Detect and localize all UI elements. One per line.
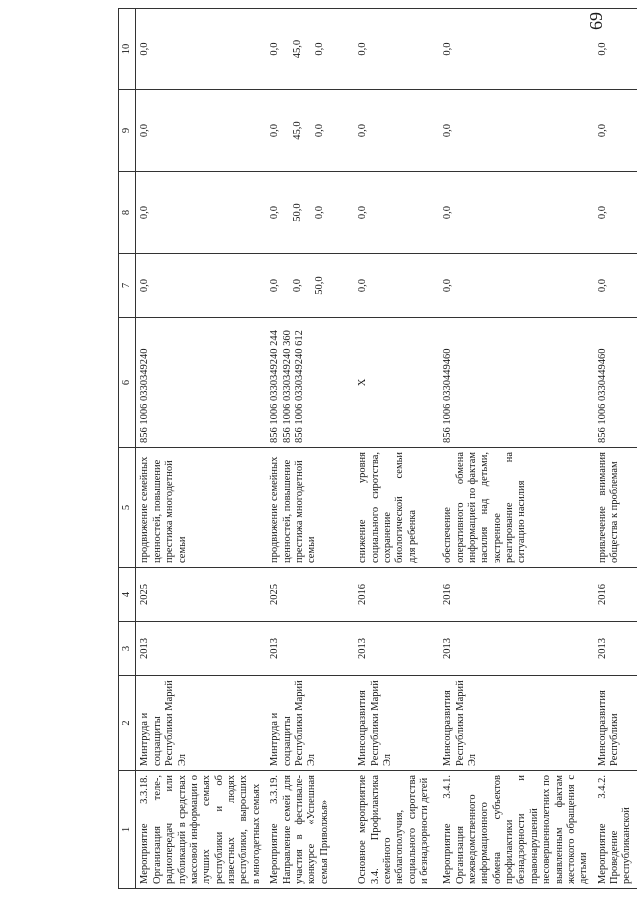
activity-name: Основное мероприятие 3.4. Профилактика семейного неблагополучия, социального сиротства и безнадзорности детей	[354, 771, 439, 889]
column-header: 3	[119, 622, 136, 676]
amount-col10	[354, 9, 439, 90]
amount-value: 0,0	[596, 278, 608, 293]
amount-value: 0,0	[291, 278, 303, 293]
amount-value: 0,0	[442, 123, 454, 138]
budget-code	[594, 318, 637, 448]
budget-code-line: 856 1006 0330349240 612	[293, 330, 305, 443]
amount-value: 0,0	[596, 42, 608, 56]
amount-value: 0,0	[269, 42, 281, 56]
amount-col8	[354, 172, 439, 254]
program-table	[118, 8, 637, 889]
end-year: 2016	[594, 568, 637, 622]
column-header: 5	[119, 448, 136, 568]
amount-value: 0,0	[313, 42, 325, 56]
amount-col7	[266, 254, 354, 318]
table-row	[136, 9, 266, 889]
budget-code-line: 856 1006 0330349240 244	[269, 330, 281, 443]
page-number: 69	[586, 12, 606, 30]
expected-result: снижение уровня социального сиротства, сохранение биологической семьи для ребенка	[354, 448, 439, 568]
end-year: 2016	[354, 568, 439, 622]
activity-name: Мероприятие 3.4.1. Организация межведомственного информационного обмена субъектов профилактики безнадзорности и правонарушений несовершеннолетних по выявленным фактам жестокого обращения с детьми	[439, 771, 594, 889]
executor: Минсоцразвития Республики Марий Эл	[354, 676, 439, 771]
amount-col8	[594, 172, 637, 254]
expected-result: привлечение внимания общества к проблемам	[594, 448, 637, 568]
column-header: 6	[119, 318, 136, 448]
amount-col7	[439, 254, 594, 318]
amount-value: 0,0	[442, 42, 454, 56]
amount-value: 0,0	[269, 278, 281, 293]
amount-value: 0,0	[139, 205, 151, 220]
amount-value: 0,0	[139, 278, 151, 293]
rotated-table-stage	[118, 9, 633, 889]
activity-name: Мероприятие 3.4.2. Проведение республиканской	[594, 771, 637, 889]
table-row	[439, 9, 594, 889]
budget-code-line: 856 1006 0330449460	[596, 348, 608, 443]
amount-value: 0,0	[596, 123, 608, 138]
amount-value: 0,0	[596, 205, 608, 220]
column-header: 10	[119, 9, 136, 90]
executor: Минсоцразвития Республики	[594, 676, 637, 771]
budget-code	[266, 318, 354, 448]
budget-code-line: 856 1006 0330349240	[139, 348, 151, 443]
amount-col10	[594, 9, 637, 90]
amount-col7	[594, 254, 637, 318]
amount-col9	[266, 90, 354, 172]
amount-value: 0,0	[357, 205, 369, 220]
amount-value: 45,0	[291, 121, 303, 140]
table-row	[266, 9, 354, 889]
amount-col7	[136, 254, 266, 318]
executor: Минтруда и соцзащиты Республики Марий Эл	[136, 676, 266, 771]
activity-name: Мероприятие 3.3.19. Направление семей для участия в фестивале-конкурсе «Успешная семья Приволжья»	[266, 771, 354, 889]
end-year: 2016	[439, 568, 594, 622]
amount-col8	[136, 172, 266, 254]
expected-result: продвижение семейных ценностей, повышение престижа многодетной семьи	[266, 448, 354, 568]
budget-code-line: X	[357, 378, 369, 387]
start-year: 2013	[439, 622, 594, 676]
budget-code	[439, 318, 594, 448]
amount-col8	[439, 172, 594, 254]
amount-value: 0,0	[357, 42, 369, 56]
executor: Минтруда и соцзащиты Республики Марий Эл	[266, 676, 354, 771]
column-header: 9	[119, 90, 136, 172]
amount-value: 0,0	[139, 42, 151, 56]
amount-col9	[354, 90, 439, 172]
end-year: 2025	[136, 568, 266, 622]
amount-value: 0,0	[269, 123, 281, 138]
amount-value: 50,0	[313, 276, 325, 295]
column-header: 7	[119, 254, 136, 318]
amount-value: 0,0	[313, 205, 325, 220]
start-year: 2013	[594, 622, 637, 676]
amount-value: 0,0	[442, 278, 454, 293]
executor: Минсоцразвития Республики Марий Эл	[439, 676, 594, 771]
table-row	[594, 9, 637, 889]
amount-value: 50,0	[291, 203, 303, 222]
amount-col9	[439, 90, 594, 172]
budget-code-line: 856 1006 0330449460	[442, 348, 454, 443]
table-row	[354, 9, 439, 889]
amount-value: 0,0	[357, 123, 369, 138]
amount-col8	[266, 172, 354, 254]
start-year: 2013	[266, 622, 354, 676]
budget-code	[354, 318, 439, 448]
expected-result: обеспечение оперативного обмена информацией по фактам насилия над детьми, экстренное реагирование на ситуацию насилия	[439, 448, 594, 568]
amount-value: 0,0	[139, 123, 151, 138]
amount-col10	[266, 9, 354, 90]
start-year: 2013	[136, 622, 266, 676]
column-header: 4	[119, 568, 136, 622]
amount-value: 45,0	[291, 39, 303, 59]
column-header: 1	[119, 771, 136, 889]
amount-value: 0,0	[442, 205, 454, 220]
budget-code-line: 856 1006 0330349240 360	[281, 330, 293, 443]
amount-col10	[136, 9, 266, 90]
expected-result: продвижение семейных ценностей, повышение престижа многодетной семьи	[136, 448, 266, 568]
amount-col9	[136, 90, 266, 172]
amount-value: 0,0	[269, 205, 281, 220]
amount-value: 0,0	[313, 123, 325, 138]
start-year: 2013	[354, 622, 439, 676]
amount-col7	[354, 254, 439, 318]
column-header: 8	[119, 172, 136, 254]
activity-name: Мероприятие 3.3.18. Организация теле-, радиопередач или публикаций в средствах массовой информации о лучших семьях республики и об известных людях республики, выросших в многодетных семьях	[136, 771, 266, 889]
header-row	[119, 9, 136, 889]
budget-code	[136, 318, 266, 448]
column-header: 2	[119, 676, 136, 771]
amount-col10	[439, 9, 594, 90]
end-year: 2025	[266, 568, 354, 622]
amount-col9	[594, 90, 637, 172]
amount-value: 0,0	[357, 278, 369, 293]
